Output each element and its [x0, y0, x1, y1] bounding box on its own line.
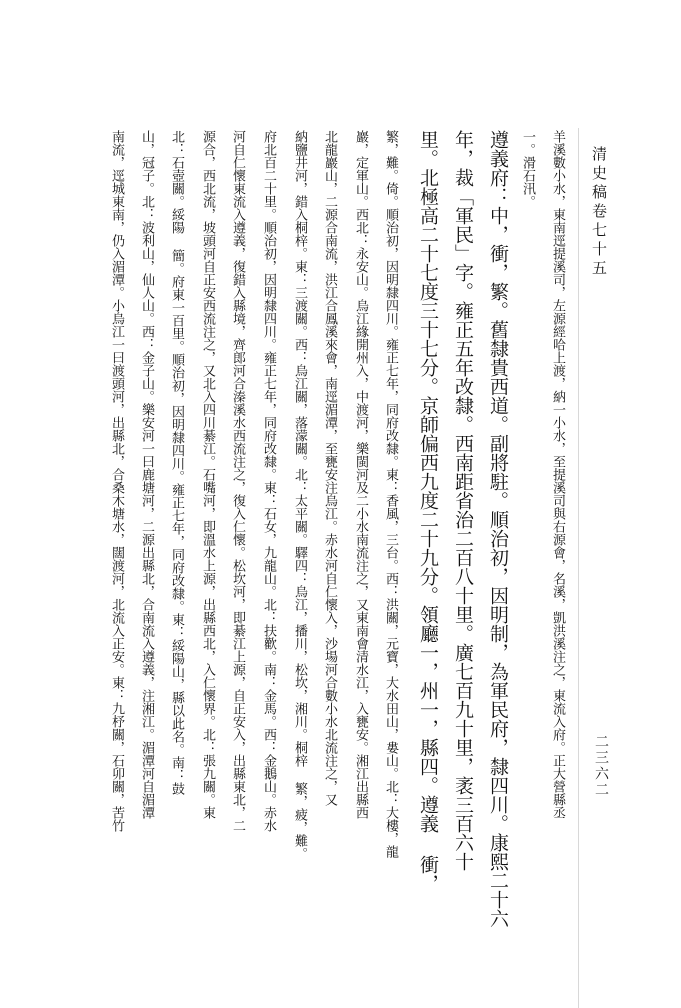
- text-column-13: 北：石壺關。綏陽 簡。府東一百里。順治初，因明隸四川。雍正七年，同府改隸。東：綏陽山，縣以此名。南：鼓: [169, 130, 184, 795]
- text-column-9: 納鹽井河，錯入桐梓。東：三渡關。西：烏江關，落濛關。北：太平關。驛四：烏江，播川，松坎，湘川。桐梓 繁，疲，難。: [292, 130, 307, 860]
- page-number: 二三六二: [593, 734, 609, 798]
- text-column-4: 年，裁「軍民」字。雍正五年改隸。西南距省治二百八十里。廣七百九十里，袤三百六十: [452, 130, 474, 871]
- text-column-1: 羊溪數小水，東南逕提溪司，左源經哈上渡，納一小水，至提溪司與右源會，名溪，凱洪溪注之，東流入府。正大營縣丞: [550, 130, 565, 819]
- text-column-2: 一。滑石汛。: [520, 130, 535, 208]
- text-column-6: 繁，難。倚。順治初，因明隸四川。雍正七年，同府改隸。東：香風，三台。西：洪關，元寶，大水田山，婁山。北：大樓，龍: [383, 130, 398, 858]
- text-column-15: 南流，逕城東南，仍入湄潭。小烏江一曰渡頭河，出縣北，合桑木塘水，闊渡河，北流入正安。東：九杼關，石卯關，苦竹: [109, 130, 124, 832]
- text-column-14: 山，冠子。北：波利山，仙人山。西：金子山。樂安河一曰鹿塘河，二源出縣北，合南流入遵義，注湘江。湄潭河自湄潭: [139, 130, 154, 819]
- text-column-3: 遵義府：中，衝，繁。舊隸貴西道。副將駐。順治初，因明制，為軍民府，隸四川。康熙二十六: [487, 130, 509, 928]
- text-column-8: 北龍巖山，二源合南流，洪江合鳳溪來會，南逕湄潭，至甕安注烏江。赤水河自仁懷入，沙場河合數小水北流注之，又: [322, 130, 337, 806]
- text-column-12: 源合，西北流，坡頭河自正安西流注之，又北入四川綦江。石嘴河，即溫水上源，出縣西北，入仁懷界。北：張九關。東: [200, 130, 215, 819]
- header-rule: [578, 128, 579, 1008]
- text-column-5: 里。北極高二十七度三十七分。京師偏西九度二十九分。領廳一，州一，縣四。遵義 衝，: [417, 130, 439, 893]
- running-title: 清史稿卷七十五: [590, 146, 608, 279]
- text-column-11: 河自仁懷東流入遵義，復錯入縣境，齊郎河合溱溪水西流注之，復入仁懷。松坎河，即綦江上源，自正安入，出縣東北，二: [230, 130, 245, 832]
- text-column-10: 府北百二十里。順治初，因明隸四川。雍正七年，同府改隸。東：石女，九龍山。北：扶歡。南：金馬。西：金鵝山。赤水: [261, 130, 276, 832]
- text-column-7: 巖，定軍山。西北：永安山。烏江緣開州入，中渡河，樂閩河及二小水南流注之，又東南會清水江，入甕安。湘江出縣西: [353, 130, 368, 819]
